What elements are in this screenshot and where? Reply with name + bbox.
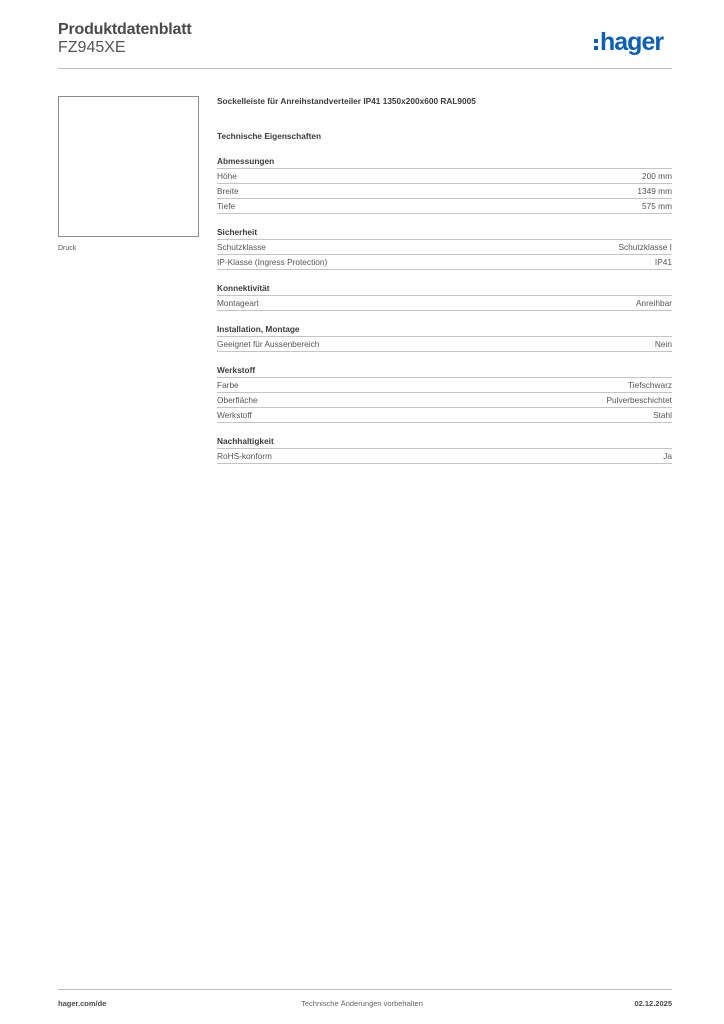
property-label: Farbe: [217, 380, 239, 390]
section-title: Installation, Montage: [217, 323, 672, 337]
property-row: [217, 449, 672, 464]
property-value: Tiefschwarz: [628, 380, 672, 390]
property-label: Schutzklasse: [217, 242, 266, 252]
property-section: [217, 435, 672, 464]
property-label: Montageart: [217, 298, 259, 308]
property-value: 575 mm: [642, 201, 672, 211]
property-value: Stahl: [653, 410, 672, 420]
property-value: Ja: [663, 451, 672, 461]
property-value: 1349 mm: [637, 186, 672, 196]
property-section: [217, 155, 672, 214]
property-section: [217, 282, 672, 311]
property-value: Schutzklasse I: [618, 242, 672, 252]
property-value: Anreihbar: [636, 298, 672, 308]
property-row: [217, 337, 672, 352]
image-caption: Druck: [58, 245, 77, 252]
property-row: [217, 408, 672, 423]
section-title: Sicherheit: [217, 226, 672, 240]
property-label: Werkstoff: [217, 410, 252, 420]
section-title: Konnektivität: [217, 282, 672, 296]
page-title: Produktdatenblatt: [58, 21, 192, 38]
logo-text: hager: [600, 28, 664, 56]
property-value: 200 mm: [642, 171, 672, 181]
footer-date: 02.12.2025: [634, 999, 672, 1008]
property-row: [217, 184, 672, 199]
property-row: [217, 199, 672, 214]
product-code: FZ945XE: [58, 39, 126, 56]
property-value: IP41: [654, 257, 672, 267]
property-value: Nein: [654, 339, 672, 349]
section-title: Nachhaltigkeit: [217, 435, 672, 449]
property-label: Breite: [217, 186, 239, 196]
header-divider: [58, 68, 672, 69]
property-row: [217, 393, 672, 408]
footer-notice: Technische Änderungen vorbehalten: [301, 999, 423, 1008]
property-label: RoHS-konform: [217, 451, 272, 461]
property-label: Geeignet für Aussenbereich: [217, 339, 320, 349]
property-row: [217, 240, 672, 255]
section-title: Werkstoff: [217, 364, 672, 378]
hager-logo: [594, 28, 663, 57]
property-value: Pulverbeschichtet: [606, 395, 672, 405]
property-section: [217, 364, 672, 423]
property-section: [217, 226, 672, 270]
product-details: [217, 95, 672, 464]
property-label: Oberfläche: [217, 395, 258, 405]
product-image: [58, 96, 199, 237]
logo-dots-icon: [594, 39, 598, 50]
property-section: [217, 323, 672, 352]
footer-divider: [58, 989, 672, 990]
property-row: [217, 169, 672, 184]
product-description: Sockelleiste für Anreihstandverteiler IP41 1350x200x600 RAL9005: [217, 96, 476, 106]
footer-website[interactable]: hager.com/de: [58, 999, 107, 1008]
property-label: IP-Klasse (Ingress Protection): [217, 257, 328, 267]
property-row: [217, 255, 672, 270]
technical-properties-heading: Technische Eigenschaften: [217, 131, 322, 141]
property-row: [217, 378, 672, 393]
property-sections: [217, 155, 672, 464]
property-label: Tiefe: [217, 201, 236, 211]
section-title: Abmessungen: [217, 155, 672, 169]
property-row: [217, 296, 672, 311]
property-label: Höhe: [217, 171, 237, 181]
